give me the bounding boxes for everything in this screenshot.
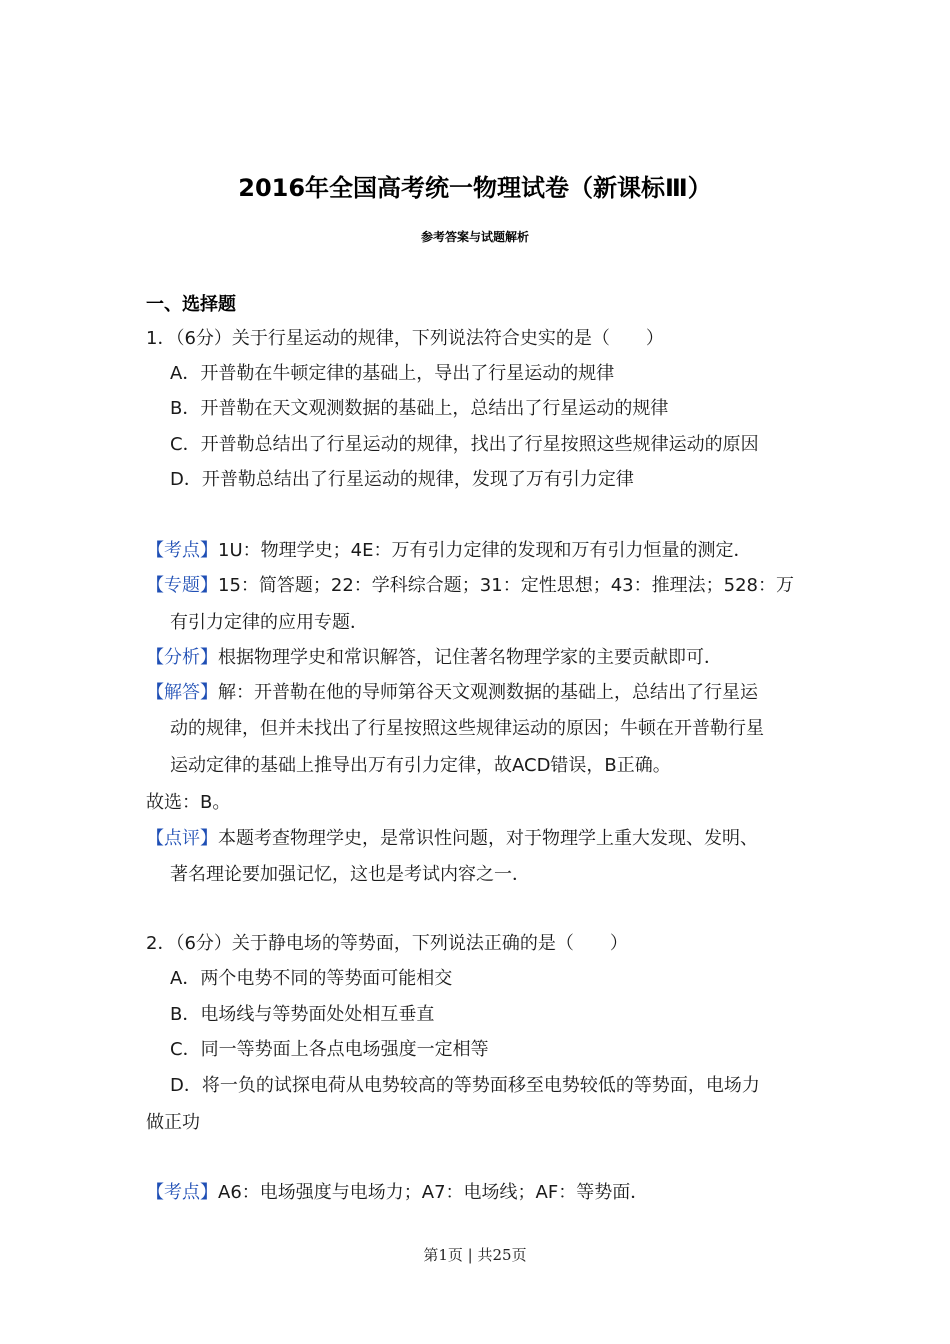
dianping-text-cont: 著名理论要加强记忆，这也是考试内容之一．	[170, 864, 530, 885]
zhuanti-tag: 【专题】	[146, 575, 218, 596]
question-2-option-d-cont: 做正功	[146, 1112, 200, 1133]
question-1-option-c: C．开普勒总结出了行星运动的规律，找出了行星按照这些规律运动的原因	[170, 434, 759, 455]
jieda-text-cont-1: 动的规律，但并未找出了行星按照这些规律运动的原因；牛顿在开普勒行星	[170, 718, 764, 739]
jieda-text-cont-2: 运动定律的基础上推导出万有引力定律，故ACD错误，B正确。	[170, 755, 671, 776]
document-subtitle: 参考答案与试题解析	[420, 230, 529, 244]
q2-kaodian-line	[146, 1178, 648, 1204]
jieda-tag: 【解答】	[146, 682, 218, 703]
fenxi-text: 根据物理学史和常识解答，记住著名物理学家的主要贡献即可．	[218, 647, 722, 668]
zhuanti-text: 15：简答题；22：学科综合题；31：定性思想；43：推理法；528：万	[218, 575, 794, 596]
q1-jieda-line	[146, 678, 758, 704]
section-heading: 一、选择题	[146, 294, 236, 315]
question-2-option-d: D．将一负的试探电荷从电势较高的等势面移至电势较低的等势面，电场力	[170, 1075, 760, 1096]
question-1-option-a: A．开普勒在牛顿定律的基础上，导出了行星运动的规律	[170, 363, 615, 384]
q1-zhuanti-line	[146, 571, 794, 597]
page-footer: 第1页 | 共25页	[423, 1246, 527, 1264]
q1-kaodian-line	[146, 536, 751, 562]
question-1-option-d: D．开普勒总结出了行星运动的规律，发现了万有引力定律	[170, 469, 634, 490]
question-2-option-b: B．电场线与等势面处处相互垂直	[170, 1004, 435, 1025]
kaodian-tag: 【考点】	[146, 1182, 218, 1203]
question-1-stem: 1．（6分）关于行星运动的规律，下列说法符合史实的是（ ）	[146, 328, 664, 349]
fenxi-tag: 【分析】	[146, 647, 218, 668]
q1-answer: 故选：B。	[146, 792, 231, 813]
q1-dianping-line	[146, 824, 758, 850]
question-2-stem: 2．（6分）关于静电场的等势面，下列说法正确的是（ ）	[146, 933, 628, 954]
document-title: 2016年全国高考统一物理试卷（新课标Ⅲ）	[238, 174, 712, 202]
question-1-option-b: B．开普勒在天文观测数据的基础上，总结出了行星运动的规律	[170, 398, 669, 419]
dianping-tag: 【点评】	[146, 828, 218, 849]
kaodian-text: A6：电场强度与电场力；A7：电场线；AF：等势面．	[218, 1182, 649, 1203]
jieda-text: 解：开普勒在他的导师第谷天文观测数据的基础上，总结出了行星运	[218, 682, 758, 703]
question-2-option-a: A．两个电势不同的等势面可能相交	[170, 968, 453, 989]
dianping-text: 本题考查物理学史，是常识性问题，对于物理学上重大发现、发明、	[218, 828, 758, 849]
q1-fenxi-line	[146, 643, 722, 669]
kaodian-text: 1U：物理学史；4E：万有引力定律的发现和万有引力恒量的测定．	[218, 540, 752, 561]
kaodian-tag: 【考点】	[146, 540, 218, 561]
zhuanti-text-cont: 有引力定律的应用专题．	[170, 612, 368, 633]
question-2-option-c: C．同一等势面上各点电场强度一定相等	[170, 1039, 489, 1060]
